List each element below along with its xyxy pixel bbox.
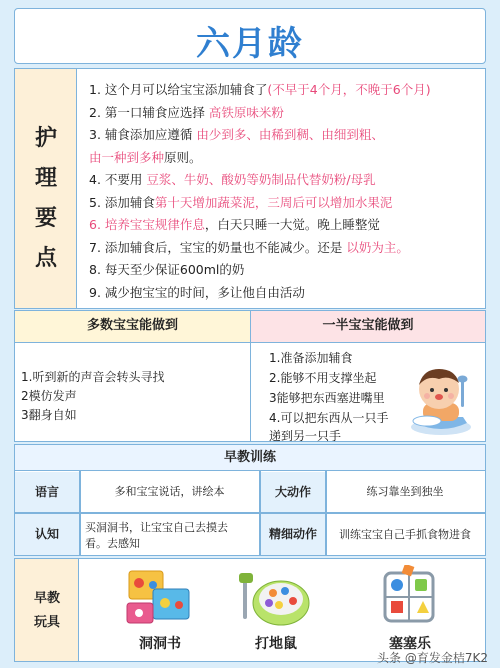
fine-motor-text: 训练宝宝自己手抓食物进食 <box>339 528 471 541</box>
care-point-item <box>89 259 481 282</box>
care-point-text: 9. 减少抱宝宝的时间，多让他自由活动 <box>89 284 305 300</box>
highlight-text: 以奶为主。 <box>346 239 409 255</box>
toys-label-line: 玩具 <box>33 615 60 630</box>
care-point-item <box>89 147 481 170</box>
watermark: 头条 @育发金桔7K2 <box>377 651 488 665</box>
care-point-item <box>89 102 481 125</box>
care-point-item <box>89 282 481 305</box>
list-item: 1.听到新的声音会转头寻找 <box>21 370 165 384</box>
care-point-item <box>89 192 481 215</box>
list-item: 2.能够不用支撑坐起 <box>269 371 377 385</box>
language-text: 多和宝宝说话，讲绘本 <box>114 485 225 498</box>
cognition-text <box>85 520 255 552</box>
care-point-item <box>89 124 481 147</box>
highlight-text: 由少到多、由稀到稠、由细到粗、 <box>196 127 384 142</box>
care-point-text: 8. 每天至少保证600ml的奶 <box>89 262 245 277</box>
highlight-text: 豆浆、牛奶、酸奶等奶制品代替奶粉/母乳 <box>146 172 376 187</box>
abilities-section <box>14 310 486 442</box>
cognition-label: 认知 <box>15 514 79 555</box>
toy-name-whack-a-mole: 打地鼠 <box>255 636 297 652</box>
care-label-char: 护 <box>34 126 57 151</box>
most-babies-list <box>15 343 251 441</box>
highlight-text: (不早于4个月，不晚于6个月) <box>267 82 431 97</box>
list-item: 3翻身自如 <box>21 408 77 422</box>
early-education-header: 早教训练 <box>15 445 485 471</box>
early-education-section <box>14 444 486 556</box>
care-points-list <box>89 79 481 304</box>
list-item: 3能够把东西塞进嘴里 <box>269 391 385 405</box>
list-item: 2模仿发声 <box>21 389 77 403</box>
toys-label-line: 早教 <box>33 591 60 606</box>
list-item: 递到另一只手 <box>269 429 342 443</box>
toy-name-hole-book: 洞洞书 <box>139 636 181 652</box>
care-point-item <box>89 79 481 102</box>
care-point-text: 7. 添加辅食后，宝宝的奶量也不能减少。还是 <box>89 239 347 255</box>
care-point-item <box>89 169 481 192</box>
toys-label <box>15 559 79 661</box>
gross-motor-label: 大动作 <box>261 472 325 512</box>
care-label-char: 点 <box>34 246 57 271</box>
care-point-text: 原则。 <box>164 149 202 165</box>
cognition-text-line: 买洞洞书，让宝宝自己去摸去 <box>85 521 228 534</box>
care-point-item <box>89 237 481 260</box>
shape-sorter-image <box>377 565 441 629</box>
care-point-text: 5. 添加辅食 <box>89 194 155 210</box>
highlight-text: 6. 培养宝宝规律作息 <box>89 217 205 232</box>
gross-motor-text: 练习靠坐到独坐 <box>366 485 444 498</box>
care-point-text: 2. 第一口辅食应选择 <box>89 104 209 120</box>
most-babies-header: 多数宝宝能做到 <box>15 311 251 343</box>
half-babies-header: 一半宝宝能做到 <box>251 311 485 343</box>
whack-a-mole-image <box>239 569 313 629</box>
care-points-label <box>15 69 77 308</box>
care-point-text: 1. 这个月可以给宝宝添加辅食了 <box>89 82 268 97</box>
title-banner <box>14 8 486 64</box>
toys-section <box>14 558 486 662</box>
toy-name-shape-sorter: 塞塞乐 <box>389 636 431 652</box>
cognition-text-line: 看。去感知 <box>85 537 140 550</box>
highlight-text: 高铁原味米粉 <box>208 104 284 120</box>
half-babies-list <box>251 343 485 441</box>
care-point-text: 4. 不要用 <box>89 172 147 187</box>
fine-motor-label: 精细动作 <box>261 514 325 555</box>
list-item: 1.准备添加辅食 <box>269 351 353 365</box>
care-point-text: ，白天只睡一大觉。晚上睡整觉 <box>204 217 380 232</box>
list-item: 4.可以把东西从一只手 <box>269 411 389 425</box>
care-points-section <box>14 68 486 309</box>
care-point-text: 3. 辅食添加应遵循 <box>89 127 197 142</box>
page-title: 六月龄 <box>196 24 304 64</box>
care-label-char: 要 <box>34 206 57 231</box>
care-point-item <box>89 214 481 237</box>
highlight-text: 第十天增加蔬菜泥，三周后可以增加水果泥 <box>154 194 393 210</box>
baby-eating-illustration <box>401 363 481 437</box>
highlight-text: 由一种到多种 <box>89 149 165 165</box>
hole-book-image <box>123 567 195 629</box>
care-label-char: 理 <box>34 166 57 191</box>
language-label: 语言 <box>15 472 79 512</box>
